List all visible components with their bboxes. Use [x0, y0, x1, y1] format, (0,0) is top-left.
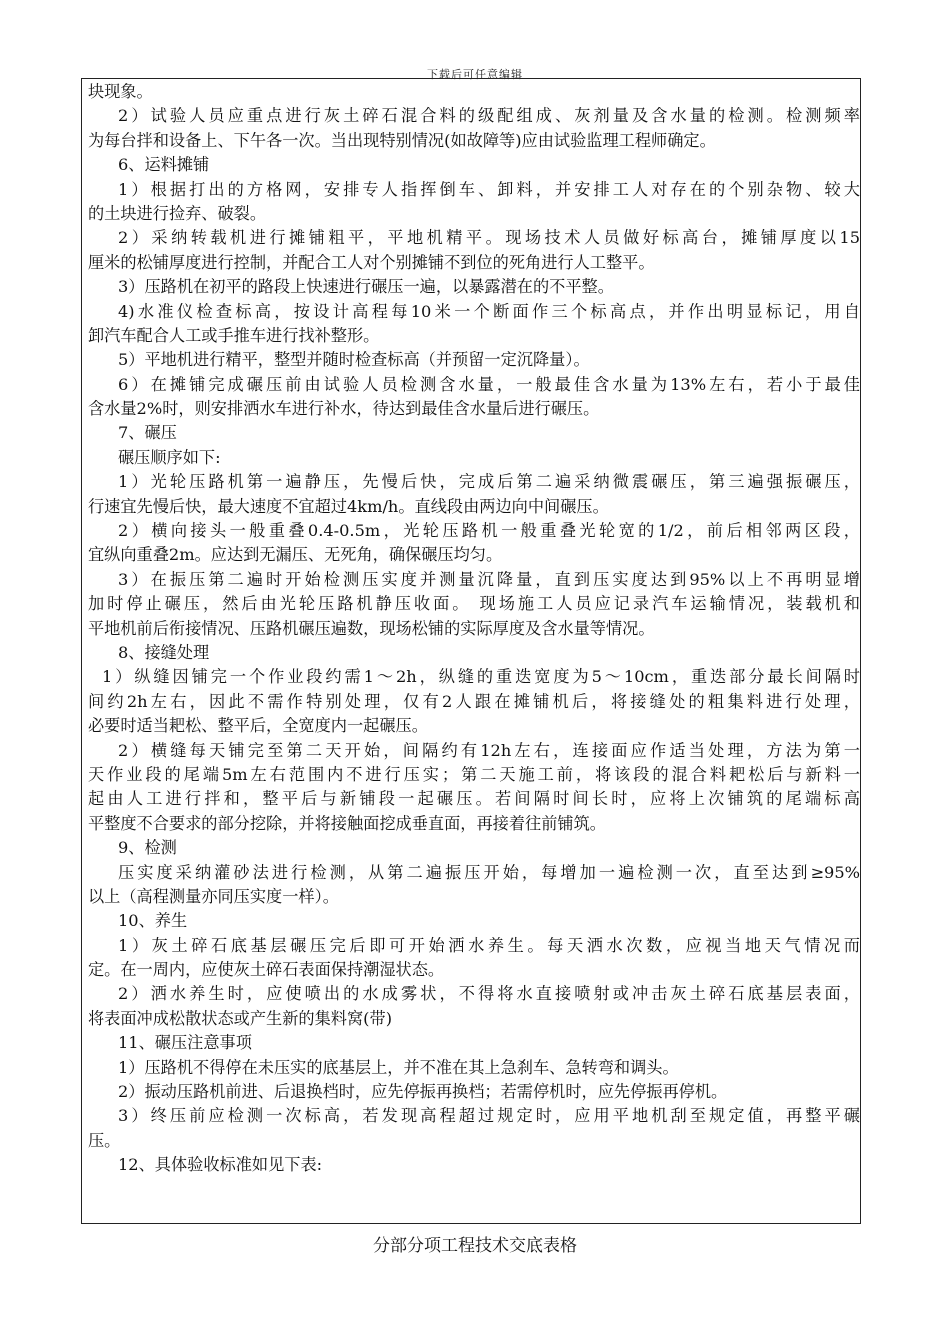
- paragraph-line: 10、养生: [118, 911, 188, 931]
- paragraph-line: 块现象。: [88, 82, 153, 101]
- paragraph-line: 1）光轮压路机第一遍静压，先慢后快，完成后第二遍采纳微震碾压，第三遍强振碾压，: [118, 472, 860, 492]
- paragraph-line: 3）压路机在初平的路段上快速进行碾压一遍，以暴露潜在的不平整。: [118, 277, 614, 297]
- paragraph-line: 碾压顺序如下:: [118, 447, 221, 467]
- watermark-text: 下载后可任意编辑: [427, 68, 523, 81]
- paragraph-line: 平地机前后衔接情况、压路机碾压遍数，现场松铺的实际厚度及含水量等情况。: [88, 618, 655, 638]
- paragraph-line: 3）在振压第二遍时开始检测压实度并测量沉降量，直到压实度达到95%以上不再明显增: [118, 569, 860, 589]
- paragraph-line: 6）在摊铺完成碾压前由试验人员检测含水量，一般最佳含水量为13%左右，若小于最佳: [118, 374, 860, 394]
- table-caption: 分部分项工程技术交底表格: [373, 1236, 577, 1256]
- paragraph-line: 天作业段的尾端5m左右范围内不进行压实；第二天施工前，将该段的混合料耙松后与新料一: [88, 764, 860, 784]
- paragraph-line: 2）横缝每天铺完至第二天开始，间隔约有12h左右，连接面应作适当处理，方法为第一: [118, 740, 860, 760]
- paragraph-line: 5）平地机进行精平，整型并随时检查标高（并预留一定沉降量）。: [118, 350, 590, 370]
- paragraph-line: 2）洒水养生时，应使喷出的水成雾状，不得将水直接喷射或冲击灰土碎石底基层表面，: [118, 984, 860, 1004]
- paragraph-line: 2）试验人员应重点进行灰土碎石混合料的级配组成、灰剂量及含水量的检测。检测频率: [118, 106, 860, 126]
- paragraph-line: 2）振动压路机前进、后退换档时，应先停振再换档；若需停机时，应先停振再停机。: [118, 1082, 728, 1102]
- paragraph-line: 压。: [88, 1130, 121, 1150]
- paragraph-line: 加时停止碾压，然后由光轮压路机静压收面。 现场施工人员应记录汽车运输情况，装载机和: [88, 594, 860, 614]
- paragraph-line: 定。在一周内，应使灰土碎石表面保持潮湿状态。: [88, 960, 445, 980]
- paragraph-line: 11、碾压注意事项: [118, 1033, 252, 1053]
- paragraph-line: 将表面冲成松散状态或产生新的集料窝(带): [88, 1008, 393, 1028]
- paragraph-line: 的土块进行捡弃、破裂。: [88, 203, 267, 223]
- paragraph-line: 1）灰土碎石底基层碾压完后即可开始洒水养生。每天洒水次数，应视当地天气情况而: [118, 935, 860, 955]
- paragraph-line: 起由人工进行拌和，整平后与新铺段一起碾压。若间隔时间长时，应将上次铺筑的尾端标高: [88, 789, 860, 809]
- paragraph-line: 必要时适当耙松、整平后，全宽度内一起碾压。: [88, 716, 428, 736]
- paragraph-line: 1）压路机不得停在未压实的底基层上，并不准在其上急刹车、急转弯和调头。: [118, 1057, 679, 1077]
- paragraph-line: 平整度不合要求的部分挖除，并将接触面挖成垂直面，再接着往前铺筑。: [88, 813, 606, 833]
- paragraph-line: 4)水准仪检查标高，按设计高程每10米一个断面作三个标高点，并作出明显标记，用自: [118, 301, 860, 321]
- paragraph-line: 压实度采纳灌砂法进行检测，从第二遍振压开始，每增加一遍检测一次，直至达到≥95%: [118, 862, 860, 882]
- paragraph-line: 1）根据打出的方格网，安排专人指挥倒车、卸料，并安排工人对存在的个别杂物、较大: [118, 179, 860, 199]
- paragraph-line: 2）横向接头一般重叠0.4-0.5m，光轮压路机一般重叠光轮宽的1/2，前后相邻两区段，: [118, 521, 860, 541]
- paragraph-line: 12、具体验收标准如见下表:: [118, 1155, 323, 1175]
- paragraph-line: 2）采纳转载机进行摊铺粗平，平地机精平。现场技术人员做好标高台，摊铺厚度以15: [118, 228, 860, 248]
- paragraph-line: 行速宜先慢后快，最大速度不宜超过4km/h。直线段由两边向中间碾压。: [88, 496, 609, 516]
- paragraph-line: 卸汽车配合人工或手推车进行找补整形。: [88, 325, 380, 345]
- document-body: [88, 80, 860, 1178]
- paragraph-line: 6、运料摊铺: [118, 155, 210, 175]
- paragraph-line: 3）终压前应检测一次标高，若发现高程超过规定时，应用平地机刮至规定值，再整平碾: [118, 1106, 860, 1126]
- paragraph-line: 含水量2%时，则安排洒水车进行补水，待达到最佳含水量后进行碾压。: [88, 399, 600, 419]
- paragraph-line: 宜纵向重叠2m。应达到无漏压、无死角，确保碾压均匀。: [88, 545, 503, 565]
- paragraph-line: 7、碾压: [118, 423, 177, 443]
- paragraph-line: 9、检测: [118, 838, 177, 858]
- paragraph-line: 8、接缝处理: [118, 642, 210, 662]
- paragraph-line: 为每台拌和设备上、下午各一次。当出现特别情况(如故障等)应由试验监理工程师确定。: [88, 130, 716, 150]
- paragraph-line: 以上（高程测量亦同压实度一样）。: [88, 886, 339, 906]
- paragraph-line: 1）纵缝因铺完一个作业段约需1～2h，纵缝的重迭宽度为5～10cm，重迭部分最长间隔时: [102, 667, 860, 687]
- paragraph-line: 间约2h左右，因此不需作特别处理，仅有2人跟在摊铺机后，将接缝处的粗集料进行处理，: [88, 691, 860, 711]
- paragraph-line: 厘米的松铺厚度进行控制，并配合工人对个别摊铺不到位的死角进行人工整平。: [88, 252, 655, 272]
